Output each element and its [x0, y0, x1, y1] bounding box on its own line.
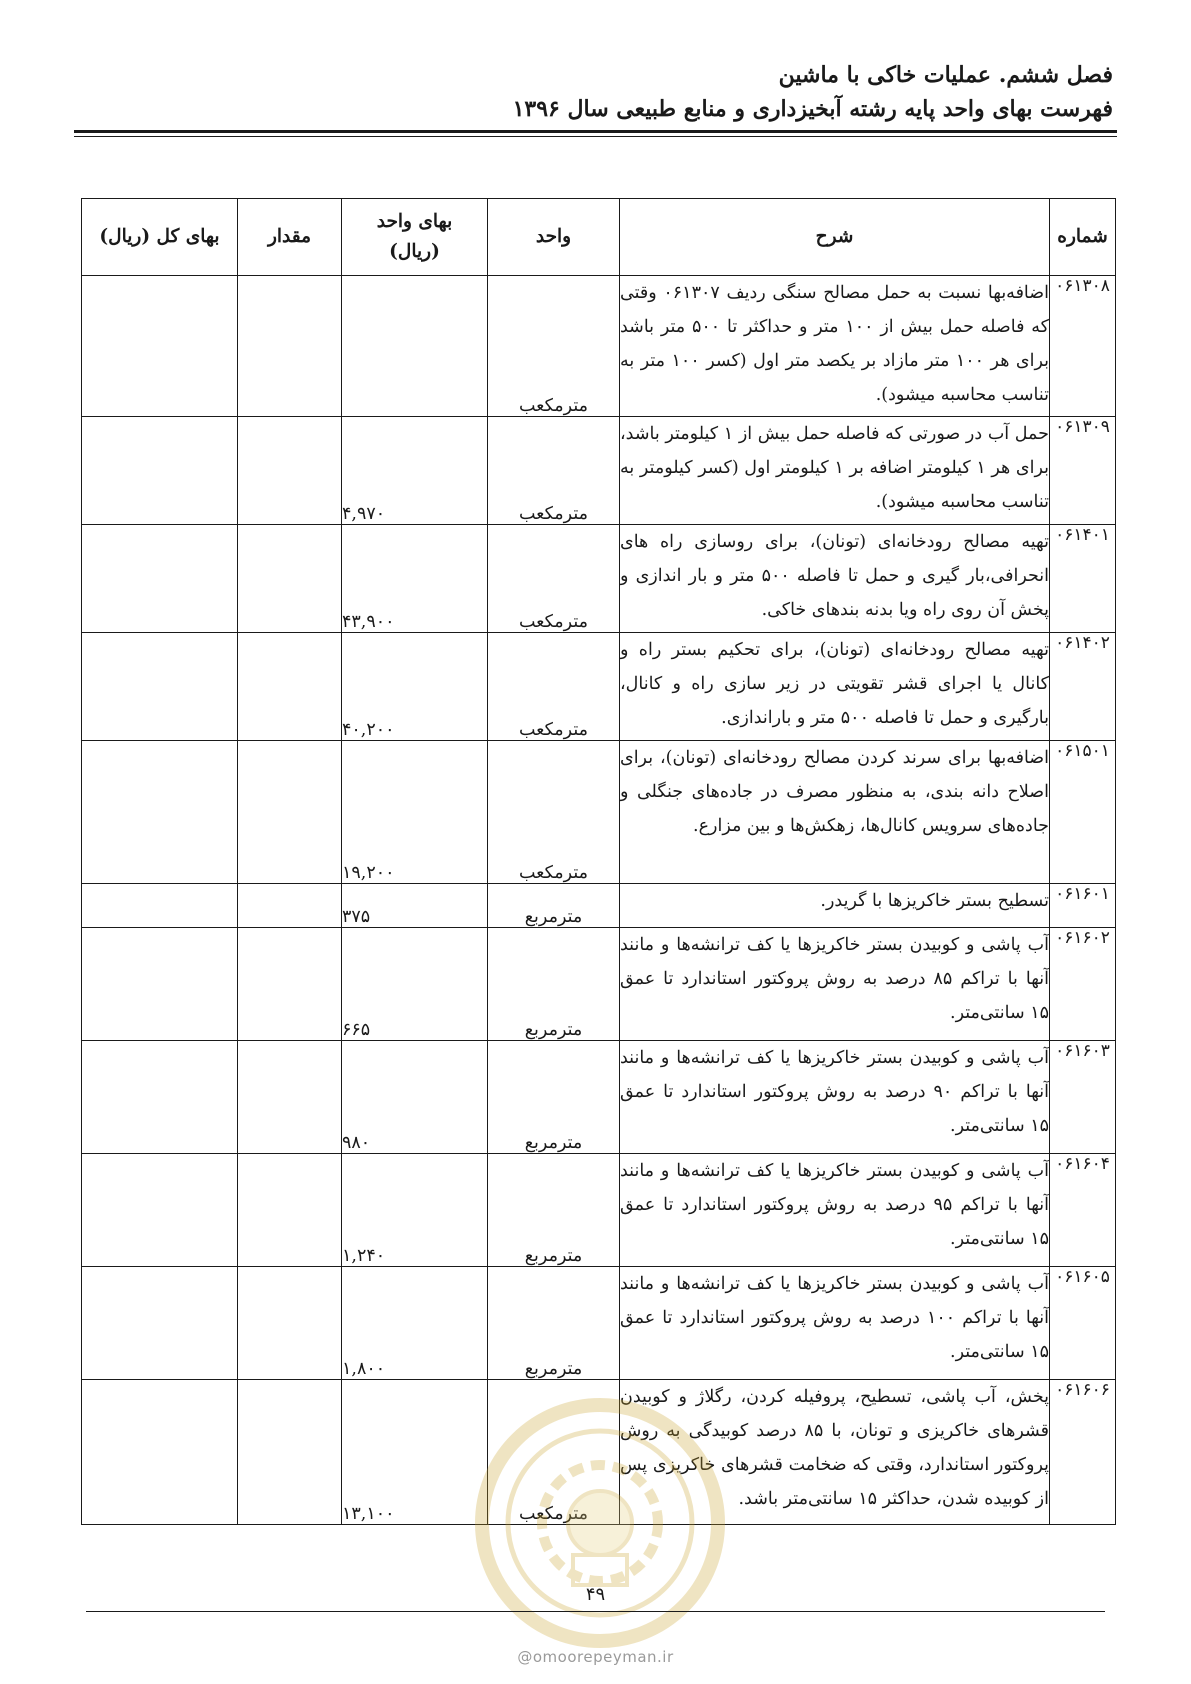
row-description: حمل آب در صورتی که فاصله حمل بیش از ۱ کیلومتر باشد، برای هر ۱ کیلومتر اضافه بر ۱ کیلومتر اول (کسر کیلومتر به تناسب محاسبه میشود).: [620, 417, 1050, 525]
row-total: [82, 417, 238, 525]
row-description: آب پاشی و کوبیدن بستر خاکریزها یا کف ترانشه‌ها و مانند آنها با تراکم ۸۵ درصد به روش پروکتور استاندارد تا عمق ۱۵ سانتی‌متر.: [620, 928, 1050, 1041]
row-unit: مترمکعب: [488, 633, 620, 741]
row-code: ۰۶۱۶۰۴: [1050, 1154, 1116, 1267]
row-code: ۰۶۱۶۰۱: [1050, 884, 1116, 928]
row-quantity: [238, 633, 342, 741]
row-code: ۰۶۱۳۰۸: [1050, 276, 1116, 417]
header-rule-thick: [74, 130, 1117, 133]
row-description: تهیه مصالح رودخانه‌ای (تونان)، برای تحکیم بستر راه و کانال یا اجرای قشر تقویتی در زیر سازی راه و کانال، بارگیری و حمل تا فاصله ۵۰۰ متر و باراندازی.: [620, 633, 1050, 741]
row-quantity: [238, 741, 342, 884]
row-unit-price: ۴,۹۷۰: [342, 417, 488, 525]
row-total: [82, 1267, 238, 1380]
row-unit-price: ۳۷۵: [342, 884, 488, 928]
table-row: [82, 417, 1116, 525]
row-quantity: [238, 276, 342, 417]
row-code: ۰۶۱۶۰۵: [1050, 1267, 1116, 1380]
row-description: آب پاشی و کوبیدن بستر خاکریزها یا کف ترانشه‌ها و مانند آنها با تراکم ۹۰ درصد به روش پروکتور استاندارد تا عمق ۱۵ سانتی‌متر.: [620, 1041, 1050, 1154]
row-description: اضافه‌بها برای سرند کردن مصالح رودخانه‌ای (تونان)، برای اصلاح دانه بندی، به منظور مصرف در جاده‌های جنگلی و جاده‌های سرویس کانال‌ها، زهکش‌ها و بین مزارع.: [620, 741, 1050, 884]
col-header-qty: مقدار: [238, 199, 342, 276]
row-unit: مترمربع: [488, 1267, 620, 1380]
row-description: آب پاشی و کوبیدن بستر خاکریزها یا کف ترانشه‌ها و مانند آنها با تراکم ۹۵ درصد به روش پروکتور استاندارد تا عمق ۱۵ سانتی‌متر.: [620, 1154, 1050, 1267]
chapter-title: فصل ششم. عملیات خاکی با ماشین: [778, 62, 1113, 88]
row-total: [82, 1154, 238, 1267]
row-total: [82, 1041, 238, 1154]
row-unit-price: ۴۰,۲۰۰: [342, 633, 488, 741]
row-unit-price: ۱۳,۱۰۰: [342, 1380, 488, 1525]
row-quantity: [238, 525, 342, 633]
row-quantity: [238, 417, 342, 525]
col-header-code: شماره: [1050, 199, 1116, 276]
table-row: [82, 1267, 1116, 1380]
row-unit: مترمکعب: [488, 417, 620, 525]
row-quantity: [238, 1267, 342, 1380]
row-description: تهیه مصالح رودخانه‌ای (تونان)، برای روسازی راه های انحرافی،بار گیری و حمل تا فاصله ۵۰۰ متر و بار اندازی و پخش آن روی راه ویا بدنه بندهای خاکی.: [620, 525, 1050, 633]
footer-rule: [86, 1611, 1105, 1612]
row-description: اضافه‌بها نسبت به حمل مصالح سنگی ردیف ۰۶۱۳۰۷ وقتی که فاصله حمل بیش از ۱۰۰ متر و حداکثر تا ۵۰۰ متر باشد برای هر ۱۰۰ متر مازاد بر یکصد متر اول (کسر ۱۰۰ متر به تناسب محاسبه میشود).: [620, 276, 1050, 417]
table-row: [82, 633, 1116, 741]
row-quantity: [238, 1041, 342, 1154]
row-total: [82, 525, 238, 633]
table-row: [82, 1380, 1116, 1525]
row-unit-price: ۱۹,۲۰۰: [342, 741, 488, 884]
row-unit: مترمکعب: [488, 276, 620, 417]
page-number: ۴۹: [585, 1584, 606, 1605]
row-unit-price: [342, 276, 488, 417]
table-row: [82, 1154, 1116, 1267]
table-row: [82, 884, 1116, 928]
row-unit: مترمربع: [488, 884, 620, 928]
row-total: [82, 884, 238, 928]
row-unit-price: ۴۳,۹۰۰: [342, 525, 488, 633]
row-quantity: [238, 1380, 342, 1525]
row-code: ۰۶۱۶۰۶: [1050, 1380, 1116, 1525]
catalog-title: فهرست بهای واحد پایه رشته آبخیزداری و منابع طبیعی سال ۱۳۹۶: [512, 96, 1113, 122]
row-unit-price: ۹۸۰: [342, 1041, 488, 1154]
row-unit-price: ۱,۸۰۰: [342, 1267, 488, 1380]
row-description: تسطیح بستر خاکریزها با گریدر.: [620, 884, 1050, 928]
page-header: [78, 58, 1113, 126]
row-description: پخش، آب پاشی، تسطیح، پروفیله کردن، رگلاژ و کوبیدن قشرهای خاکریزی و تونان، با ۸۵ درصد کوبیدگی به روش پروکتور استاندارد، وقتی که ضخامت قشرهای خاکریزی پس از کوبیده شدن، حداکثر ۱۵ سانتی‌متر باشد.: [620, 1380, 1050, 1525]
row-quantity: [238, 928, 342, 1041]
row-unit-price: ۱,۲۴۰: [342, 1154, 488, 1267]
row-code: ۰۶۱۵۰۱: [1050, 741, 1116, 884]
row-unit: مترمربع: [488, 928, 620, 1041]
header-rule-thin: [74, 136, 1117, 137]
row-unit: مترمربع: [488, 1154, 620, 1267]
row-total: [82, 1380, 238, 1525]
row-quantity: [238, 884, 342, 928]
row-unit: مترمکعب: [488, 1380, 620, 1525]
row-unit-price: ۶۶۵: [342, 928, 488, 1041]
row-total: [82, 741, 238, 884]
table-row: [82, 928, 1116, 1041]
table-row: [82, 1041, 1116, 1154]
watermark-text: @omoorepeyman.ir: [517, 1648, 674, 1666]
col-header-unit: واحد: [488, 199, 620, 276]
col-header-price-line1: بهای واحد: [376, 211, 453, 232]
col-header-total: بهای کل (ریال): [82, 199, 238, 276]
col-header-price-line2: (ریال): [389, 241, 440, 262]
row-code: ۰۶۱۴۰۱: [1050, 525, 1116, 633]
price-table: [81, 198, 1116, 1525]
row-code: ۰۶۱۶۰۳: [1050, 1041, 1116, 1154]
col-header-desc: شرح: [620, 199, 1050, 276]
row-code: ۰۶۱۴۰۲: [1050, 633, 1116, 741]
table-header-row: [82, 199, 1116, 276]
table-row: [82, 525, 1116, 633]
row-code: ۰۶۱۳۰۹: [1050, 417, 1116, 525]
row-total: [82, 633, 238, 741]
row-unit: مترمکعب: [488, 525, 620, 633]
row-unit: مترمکعب: [488, 741, 620, 884]
table-row: [82, 276, 1116, 417]
row-unit: مترمربع: [488, 1041, 620, 1154]
row-description: آب پاشی و کوبیدن بستر خاکریزها یا کف ترانشه‌ها و مانند آنها با تراکم ۱۰۰ درصد به روش پروکتور استاندارد تا عمق ۱۵ سانتی‌متر.: [620, 1267, 1050, 1380]
row-total: [82, 928, 238, 1041]
row-quantity: [238, 1154, 342, 1267]
row-code: ۰۶۱۶۰۲: [1050, 928, 1116, 1041]
row-total: [82, 276, 238, 417]
table-row: [82, 741, 1116, 884]
col-header-price: [342, 199, 488, 276]
